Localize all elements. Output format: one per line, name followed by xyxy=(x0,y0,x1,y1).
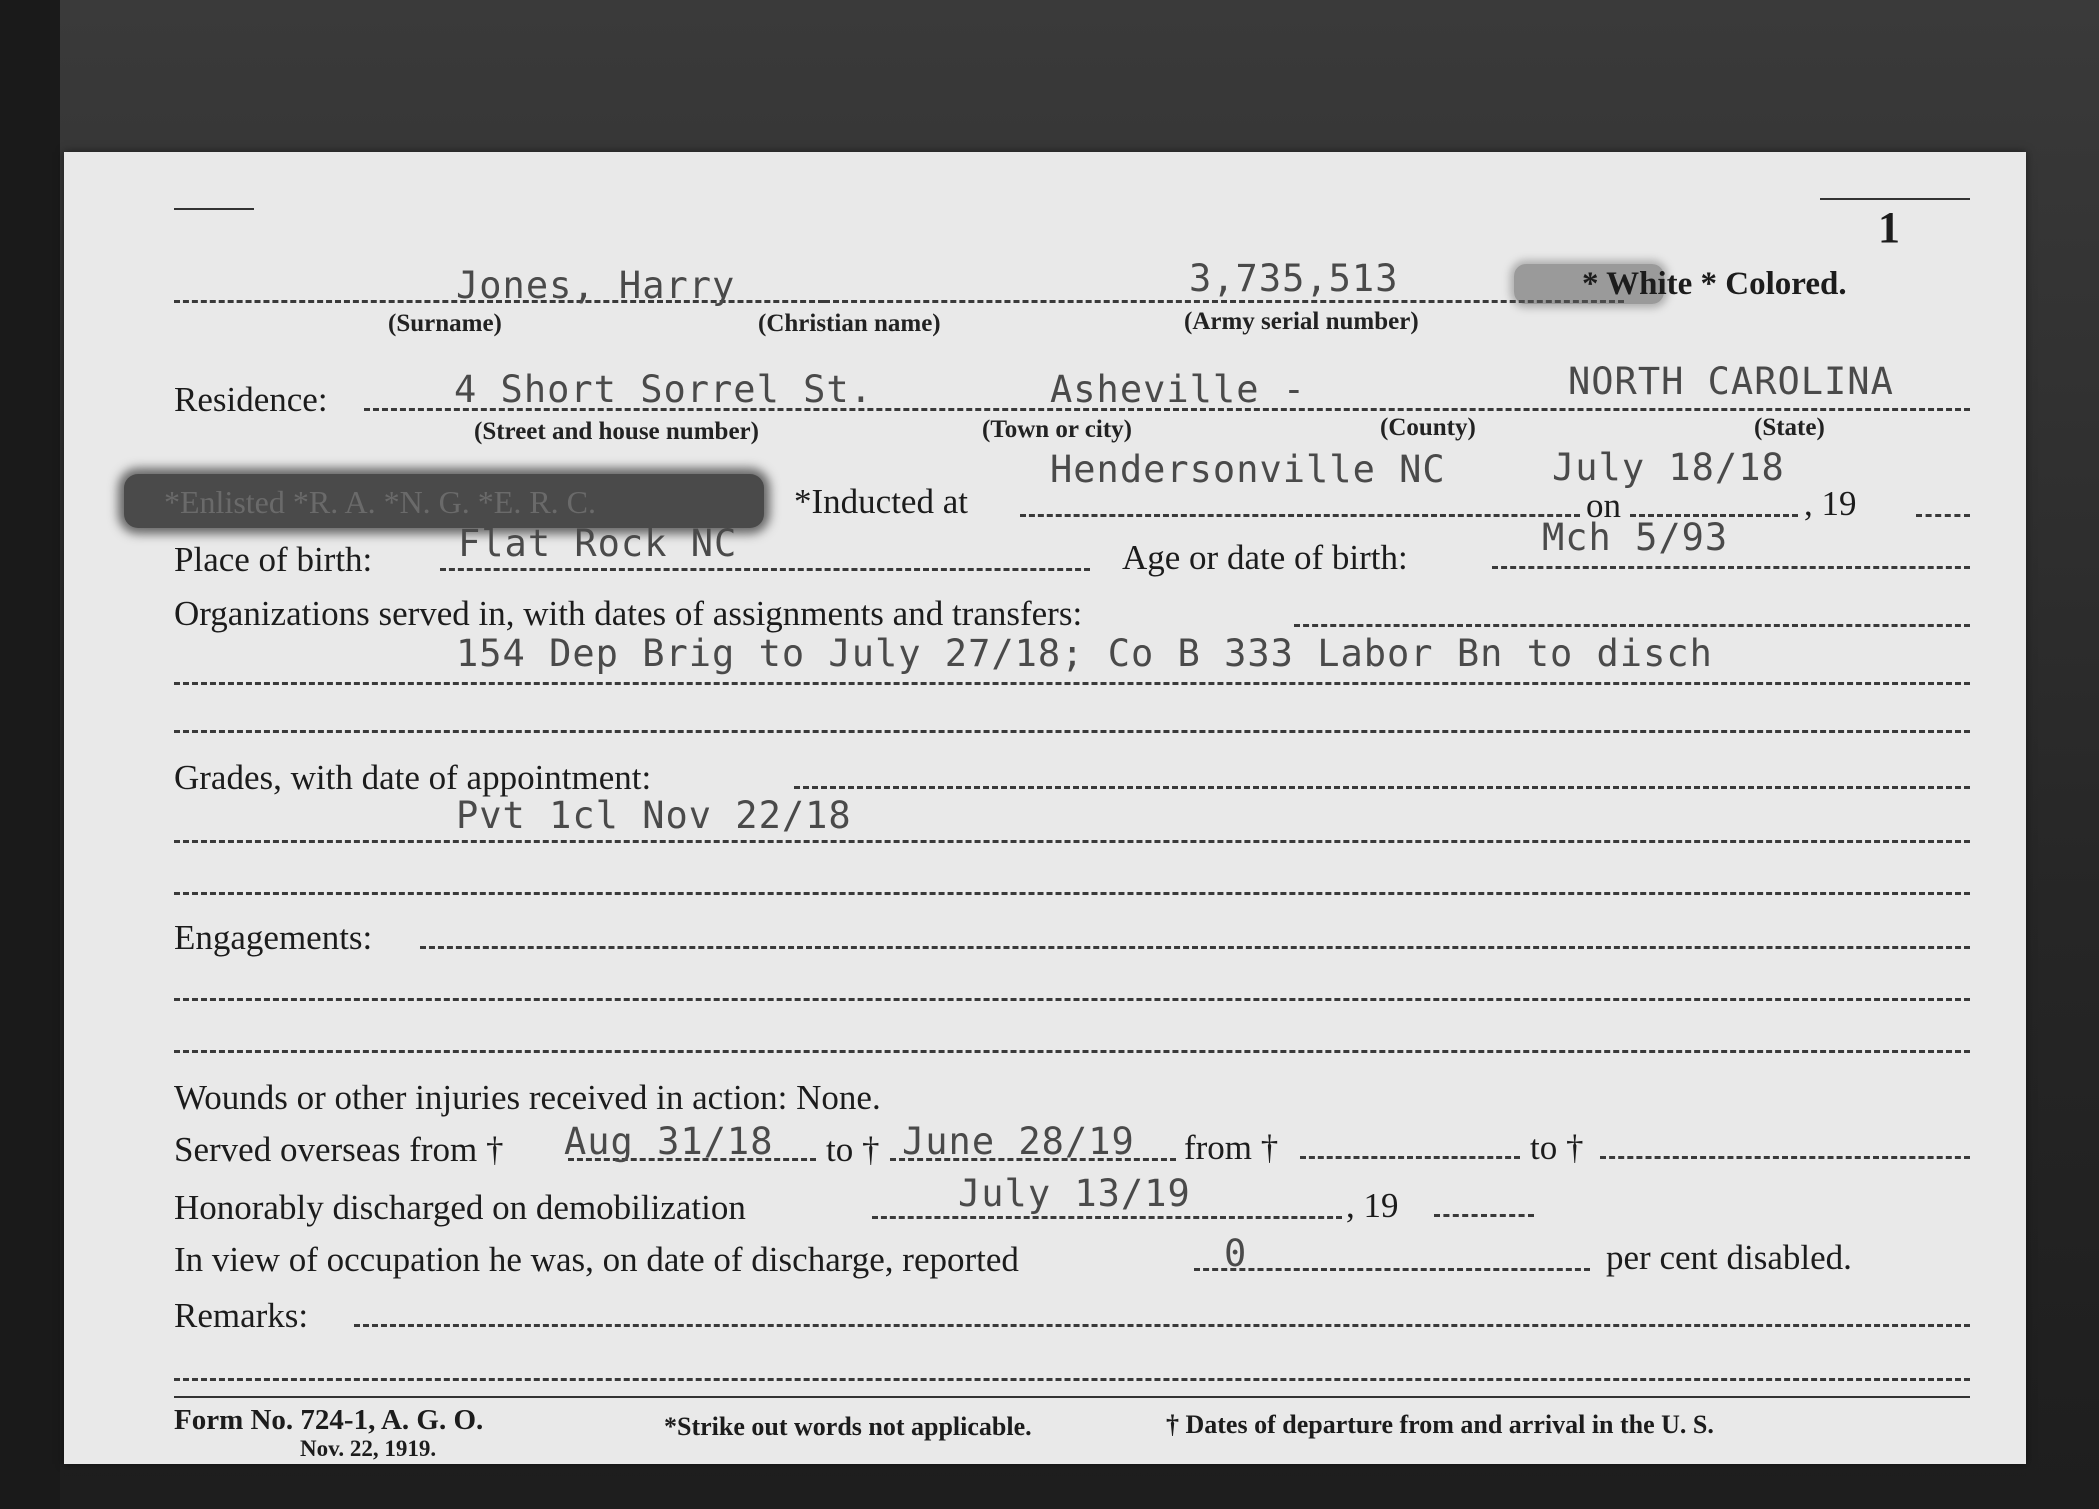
age-value: Mch 5/93 xyxy=(1542,516,1729,559)
organizations-value: 154 Dep Brig to July 27/18; Co B 333 Labor Bn to disch xyxy=(456,632,1713,675)
state-caption: (State) xyxy=(1754,414,1825,441)
disability-suffix: per cent disabled. xyxy=(1606,1238,1852,1277)
footnote-dates: † Dates of departure from and arrival in the U. S. xyxy=(1166,1410,1714,1439)
enlisted-strike-smudge xyxy=(124,474,764,528)
county-caption: (County) xyxy=(1380,414,1476,441)
overseas-to-line-2 xyxy=(1600,1156,1970,1159)
surname-caption: (Surname) xyxy=(388,310,502,337)
place-of-birth-line xyxy=(440,568,1090,571)
inducted-place-value: Hendersonville NC xyxy=(1050,448,1446,491)
engagements-line-1 xyxy=(420,946,1970,949)
inducted-at-label: *Inducted at xyxy=(794,482,968,521)
engagements-line-3 xyxy=(174,1050,1970,1053)
engagements-label: Engagements: xyxy=(174,918,373,957)
name-value: Jones, Harry xyxy=(456,264,736,307)
form-number: Form No. 724-1, A. G. O. xyxy=(174,1404,484,1436)
form-date: Nov. 22, 1919. xyxy=(300,1436,437,1461)
discharge-date-line xyxy=(872,1216,1342,1219)
discharge-year-line xyxy=(1434,1214,1534,1217)
town-caption: (Town or city) xyxy=(982,416,1132,443)
grades-label: Grades, with date of appointment: xyxy=(174,758,652,797)
service-record-card xyxy=(64,152,2026,1464)
on-label: on xyxy=(1586,486,1621,525)
organizations-label: Organizations served in, with dates of assignments and transfers: xyxy=(174,594,1083,633)
inducted-year-line xyxy=(1916,514,1970,517)
wounds-text: Wounds or other injuries received in action: None. xyxy=(174,1078,881,1117)
served-overseas-label: Served overseas from † xyxy=(174,1130,504,1169)
inducted-place-line xyxy=(1020,514,1580,517)
inducted-date-value: July 18/18 xyxy=(1552,446,1785,489)
discharge-label: Honorably discharged on demobilization xyxy=(174,1188,746,1227)
street-caption: (Street and house number) xyxy=(474,418,759,445)
disability-label: In view of occupation he was, on date of discharge, reported xyxy=(174,1240,1019,1279)
grades-line-3 xyxy=(174,892,1970,895)
engagements-line-2 xyxy=(174,998,1970,1001)
inducted-year-label: , 19 xyxy=(1804,484,1857,523)
discharge-year-label: , 19 xyxy=(1346,1186,1399,1225)
organizations-line-3 xyxy=(174,730,1970,733)
discharge-date-value: July 13/19 xyxy=(958,1172,1191,1215)
top-right-rule xyxy=(1820,198,1970,200)
overseas-from-line-2 xyxy=(1300,1156,1520,1159)
age-line xyxy=(1492,566,1970,569)
residence-street: 4 Short Sorrel St. xyxy=(454,368,873,411)
footer-rule xyxy=(174,1396,1970,1398)
footnote-strike: *Strike out words not applicable. xyxy=(664,1412,1032,1441)
residence-label: Residence: xyxy=(174,380,328,419)
overseas-from-1-value: Aug 31/18 xyxy=(564,1120,774,1163)
overseas-to-label-2: to † xyxy=(1530,1128,1584,1167)
race-options: * White * Colored. xyxy=(1582,266,1847,302)
card-number: 1 xyxy=(1878,203,1900,252)
remarks-line-2 xyxy=(174,1378,1970,1381)
remarks-line-1 xyxy=(354,1324,1970,1327)
age-label: Age or date of birth: xyxy=(1122,538,1408,577)
top-left-rule xyxy=(174,208,254,210)
residence-town: Asheville - xyxy=(1050,368,1307,411)
grades-line-2 xyxy=(174,840,1970,843)
serial-value: 3,735,513 xyxy=(1189,257,1399,300)
place-of-birth-label: Place of birth: xyxy=(174,540,373,579)
folder-edge xyxy=(0,0,60,1509)
place-of-birth-value: Flat Rock NC xyxy=(458,522,738,565)
struck-enlistment-options: *Enlisted *R. A. *N. G. *E. R. C. xyxy=(164,484,597,520)
disability-value: 0 xyxy=(1224,1232,1248,1275)
organizations-line-1 xyxy=(1294,624,1970,627)
serial-caption: (Army serial number) xyxy=(1184,308,1419,335)
christian-name-caption: (Christian name) xyxy=(758,310,941,337)
serial-line xyxy=(824,300,1624,303)
grades-line-1 xyxy=(794,786,1970,789)
disability-line xyxy=(1194,1268,1590,1271)
overseas-to-label-1: to † xyxy=(826,1130,880,1169)
overseas-to-1-value: June 28/19 xyxy=(902,1120,1135,1163)
grades-value: Pvt 1cl Nov 22/18 xyxy=(456,794,852,837)
residence-state: NORTH CAROLINA xyxy=(1568,360,1894,403)
organizations-line-2 xyxy=(174,682,1970,685)
remarks-label: Remarks: xyxy=(174,1296,309,1335)
overseas-from-label-2: from † xyxy=(1184,1128,1279,1167)
